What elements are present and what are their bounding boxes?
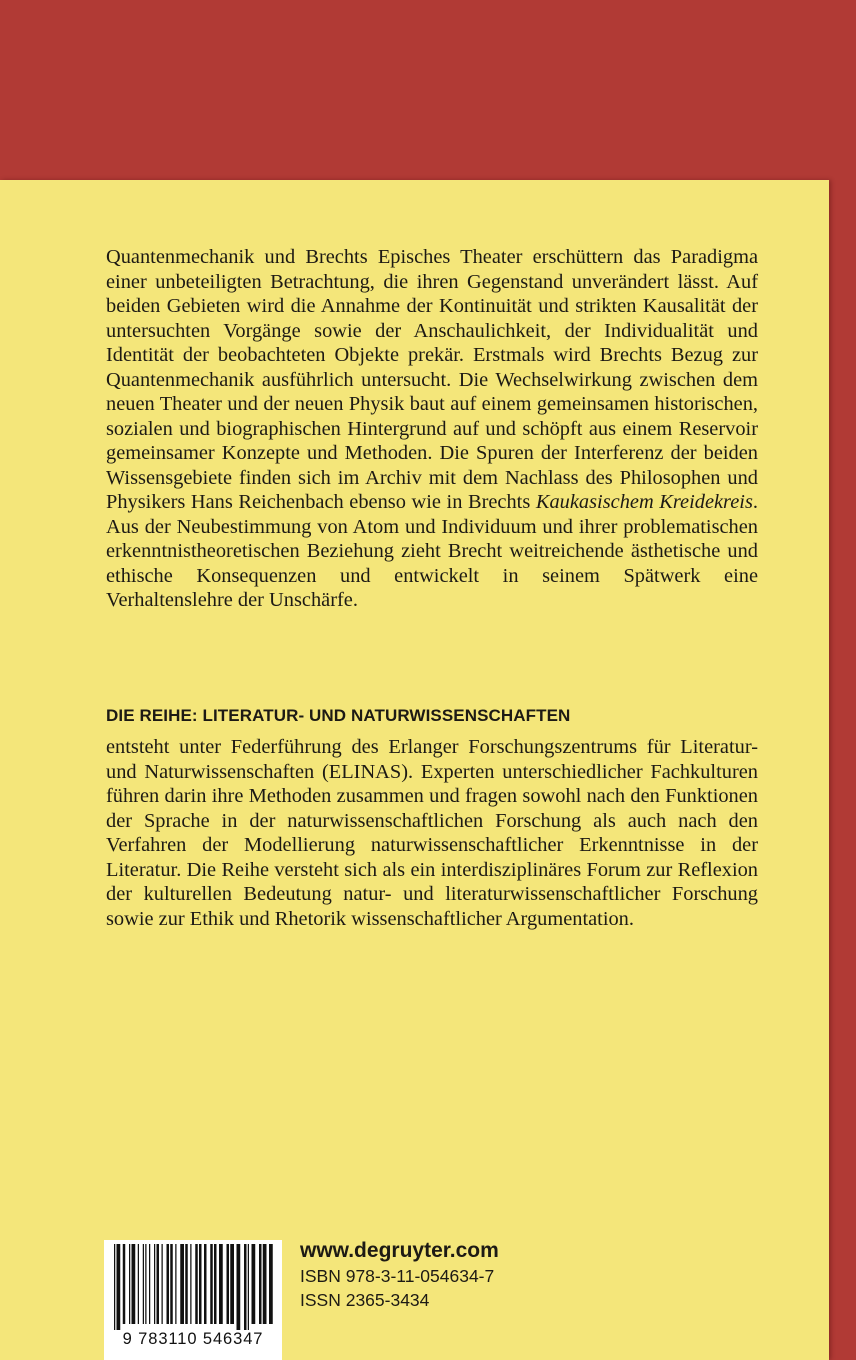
barcode-bar: [237, 1244, 241, 1330]
publisher-info: [300, 1238, 499, 1312]
barcode-bar: [199, 1244, 202, 1324]
book-blurb: [106, 245, 758, 613]
barcode-bar: [252, 1244, 256, 1324]
barcode-bar: [230, 1244, 234, 1324]
barcode-bar: [132, 1244, 136, 1324]
barcode-bar: [195, 1244, 198, 1324]
barcode-bar: [123, 1244, 126, 1324]
barcode-bar: [114, 1244, 115, 1330]
barcode-bar: [162, 1244, 163, 1324]
barcode-bar: [219, 1244, 223, 1324]
blurb-text-part1: Quantenmechanik und Brechts Episches Theater erschüttern das Paradigma einer unbeteiligten Betrachtung, die ihren Gegenstand unverändert lässt. Auf beiden Gebieten wird die Annahme der Kontinuität und strikten Kausalität der untersuchten Vorgänge sowie der Anschaulichkeit, der Individualität und Identität der beobachteten Objekte prekär. Erstmals wird Brechts Bezug zur Quantenmechanik ausführlich untersucht. Die Wechselwirkung zwischen dem neuen Theater und der neuen Physik baut auf einem gemeinsamen historischen, sozialen und biographischen Hintergrund auf und schöpft aus einem Reservoir gemeinsamer Konzepte und Methoden. Die Spuren der Interferenz der beiden Wissensgebiete finden sich im Archiv mit dem Nachlass des Philosophen und Physikers Hans Reichenbach ebenso wie in Brechts: [106, 246, 758, 513]
barcode-bar: [129, 1244, 130, 1324]
barcode-bar: [138, 1244, 139, 1324]
barcode-bar: [154, 1244, 155, 1324]
barcode-digits: 9 783110 546347: [122, 1330, 264, 1348]
issn-number: ISSN 2365-3434: [300, 1290, 430, 1310]
blurb-italic-title: Kaukasischem Kreidekreis: [535, 491, 753, 513]
barcode-bar: [210, 1244, 213, 1324]
blurb-text-part2: . Aus der Neubestimmung von Atom und Individuum und ihrer problematischen erkenntnistheoretischen Beziehung zieht Brecht weitreichende ästhetische und ethische Konsequenzen und entwickelt in seinem Spätwerk eine Verhaltenslehre der Unschärfe.: [106, 491, 758, 611]
barcode-bar: [263, 1244, 267, 1324]
barcode-bar: [259, 1244, 262, 1324]
barcode-bars: [110, 1244, 276, 1330]
barcode-bar: [248, 1244, 249, 1330]
series-description: entsteht unter Federführung des Erlanger Forschungszentrums für Literatur- und Naturwissenschaften (ELINAS). Experten unterschiedlicher Fachkulturen führen darin ihre Methoden zusammen und fragen sowohl nach den Funktionen der Sprache in der naturwissenschaftlichen Forschung als auch nach den Verfahren der Modellierung naturwissenschaftlicher Erkenntnisse in der Literatur. Die Reihe versteht sich als ein interdisziplinäres Forum zur Reflexion der kulturellen Bedeutung natur- und literaturwissenschaftlicher Forschung sowie zur Ethik und Rhetorik wissenschaftlicher Argumentation.: [106, 736, 758, 930]
barcode-bar: [145, 1244, 146, 1324]
barcode-bar: [175, 1244, 176, 1324]
barcode-bar: [190, 1244, 191, 1324]
barcode-bar: [214, 1244, 217, 1324]
barcode: [104, 1240, 282, 1360]
barcode-bar: [143, 1244, 144, 1324]
series-heading: DIE REIHE: LITERATUR- UND NATURWISSENSCHAFTEN: [106, 706, 571, 725]
barcode-bar: [244, 1244, 247, 1330]
barcode-bar: [180, 1244, 184, 1324]
barcode-bar: [227, 1244, 230, 1324]
barcode-bar: [185, 1244, 188, 1324]
barcode-bar: [117, 1244, 121, 1330]
barcode-bar: [269, 1244, 273, 1324]
publisher-url[interactable]: www.degruyter.com: [300, 1239, 499, 1262]
barcode-bar: [149, 1244, 150, 1324]
isbn-number: ISBN 978-3-11-054634-7: [300, 1266, 495, 1286]
barcode-bar: [167, 1244, 170, 1324]
barcode-bar: [170, 1244, 173, 1324]
barcode-bar: [157, 1244, 160, 1324]
barcode-bar: [204, 1244, 207, 1324]
